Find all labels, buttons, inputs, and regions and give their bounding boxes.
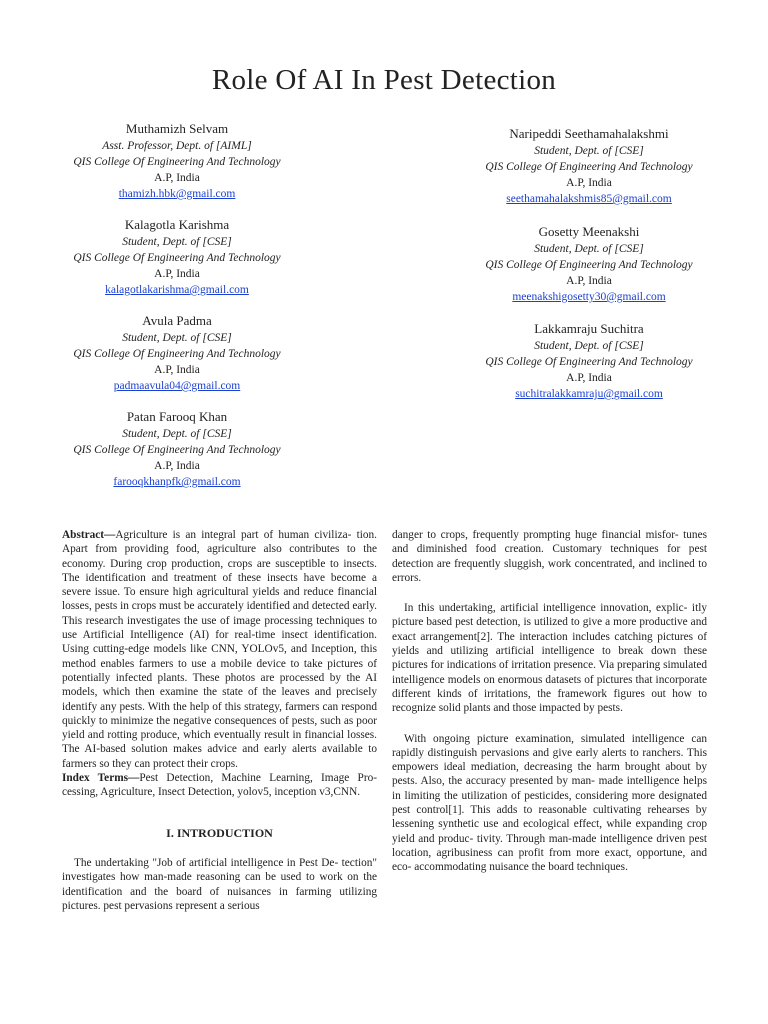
author-name: Kalagotla Karishma <box>124 217 230 232</box>
author-email-link[interactable]: farooqkhanpfk@gmail.com <box>113 476 241 488</box>
author-email-link[interactable]: seethamahalakshmis85@gmail.com <box>506 193 672 205</box>
author-email-link[interactable]: padmaavula04@gmail.com <box>113 380 241 392</box>
index-terms-text: Pest Detection, Machine Learning, Image Pro- cessing, Agriculture, Insect Detection, yolov5, inception v3,CNN. <box>62 772 377 799</box>
author-block <box>424 125 754 207</box>
author-role: Student, Dept. of [CSE] <box>122 428 232 440</box>
author-role: Asst. Professor, Dept. of [AIML] <box>102 140 252 152</box>
author-name: Lakkamraju Suchitra <box>534 321 644 336</box>
left-text-column <box>62 528 377 913</box>
paper-title: Role Of AI In Pest Detection <box>211 64 557 96</box>
author-role: Student, Dept. of [CSE] <box>122 332 232 344</box>
body-paragraph: In this undertaking, artificial intelligence innovation, explic- itly picture based pest detection, is utilized to give a more productive and exact arrangement[2]. The interaction includes catching pictures of yields and utilizing artificial intelligence to break down these pictures for indications of irritation presence. Via preparing simulated intelligence models on enormous datasets of pictures that incorporate different kinds of irritations, the framework figures out how to recognize solid plants and those impacted by pests. <box>392 602 708 715</box>
author-institution: QIS College Of Engineering And Technology <box>73 252 281 264</box>
author-block <box>40 216 314 298</box>
author-email-link[interactable]: kalagotlakarishma@gmail.com <box>105 284 249 296</box>
author-role: Student, Dept. of [CSE] <box>534 340 644 352</box>
author-institution: QIS College Of Engineering And Technology <box>73 156 281 168</box>
author-name: Gosetty Meenakshi <box>538 224 640 239</box>
abstract-text: Agriculture is an integral part of human civiliza- tion. Apart from providing food, agriculture also contributes to the economy. During crop production, crops are susceptible to insects. The identification and treatment of these insects have become a severe issue. To ensure high agricultural yields and reduce financial losses, pests in crops must be accurately identified and detected early. This research investigates the use of image processing techniques to use Artificial Intelligence (AI) for real-time insect identification. Using cutting-edge models like CNN, YOLOv5, and Inception, this method enables farmers to use a mobile device to take pictures of potentially infected plants. These photos are processed by the AI models, which then examine the state of the leaves and precisely identify any pests. With the help of this strategy, farmers can respond quickly to minimize the negative consequences of pests, such as poor yield and rotting produce, which eventually result in financial losses. The AI-based solution makes advice and early alerts available to farmers so they can protect their crops. <box>62 529 377 770</box>
author-email-link[interactable]: suchitralakkamraju@gmail.com <box>515 388 663 400</box>
author-location: A.P, India <box>566 177 612 189</box>
author-name: Muthamizh Selvam <box>125 121 229 136</box>
author-institution: QIS College Of Engineering And Technology <box>485 161 693 173</box>
body-paragraph: danger to crops, frequently prompting huge financial misfor- tunes and diminished food creation. Customary techniques for pest detection are frequently sluggish, work concentrated, and inclined to errors. <box>392 529 707 584</box>
author-location: A.P, India <box>566 275 612 287</box>
author-institution: QIS College Of Engineering And Technology <box>485 356 693 368</box>
section-heading: I. INTRODUCTION <box>166 825 273 840</box>
author-institution: QIS College Of Engineering And Technology <box>73 348 281 360</box>
author-location: A.P, India <box>154 172 200 184</box>
index-terms <box>62 771 377 800</box>
author-name: Patan Farooq Khan <box>126 409 228 424</box>
author-location: A.P, India <box>154 460 200 472</box>
author-block <box>40 408 314 490</box>
author-block <box>464 320 714 402</box>
body-paragraph: With ongoing picture examination, simulated intelligence can rapidly distinguish pervasions and give early alerts to ranchers. This empowers ideal mediation, decreasing the harm brought about by pests. Also, the accuracy presented by man- made intelligence helps in limiting the utilization of pesticides, considering more designated pest control[1]. This adds to reasonable cultivating rehearses by lessening synthetic use and ecological effect, while expanding crop yield and produc- tivity. Through man-made intelligence driven pest location, agribusiness can profit from more exact, opportune, and eco- accommodating nuisance the board techniques. <box>392 732 707 874</box>
author-role: Student, Dept. of [CSE] <box>122 236 232 248</box>
author-email-link[interactable]: meenakshigosetty30@gmail.com <box>512 291 666 303</box>
author-name: Avula Padma <box>142 313 212 328</box>
abstract <box>62 528 377 771</box>
author-location: A.P, India <box>566 372 612 384</box>
abstract-label: Abstract— <box>62 529 116 541</box>
author-block <box>40 120 314 202</box>
intro-paragraph: The undertaking "Job of artificial intelligence in Pest De- tection" investigates how man-made reasoning can be used to work on the identification and the board of nuisances in farming utilizing pictures. pest pervasions represent a serious <box>62 856 377 912</box>
author-block <box>464 223 714 305</box>
author-role: Student, Dept. of [CSE] <box>534 145 644 157</box>
author-role: Student, Dept. of [CSE] <box>534 243 644 255</box>
index-terms-label: Index Terms— <box>62 772 140 785</box>
author-institution: QIS College Of Engineering And Technology <box>485 259 693 271</box>
author-email-link[interactable]: thamizh.hbk@gmail.com <box>118 188 236 200</box>
author-name: Naripeddi Seethamahalakshmi <box>509 126 669 141</box>
author-institution: QIS College Of Engineering And Technology <box>73 444 281 456</box>
right-text-column <box>392 528 707 875</box>
author-location: A.P, India <box>154 268 200 280</box>
author-location: A.P, India <box>154 364 200 376</box>
author-block <box>40 312 314 394</box>
